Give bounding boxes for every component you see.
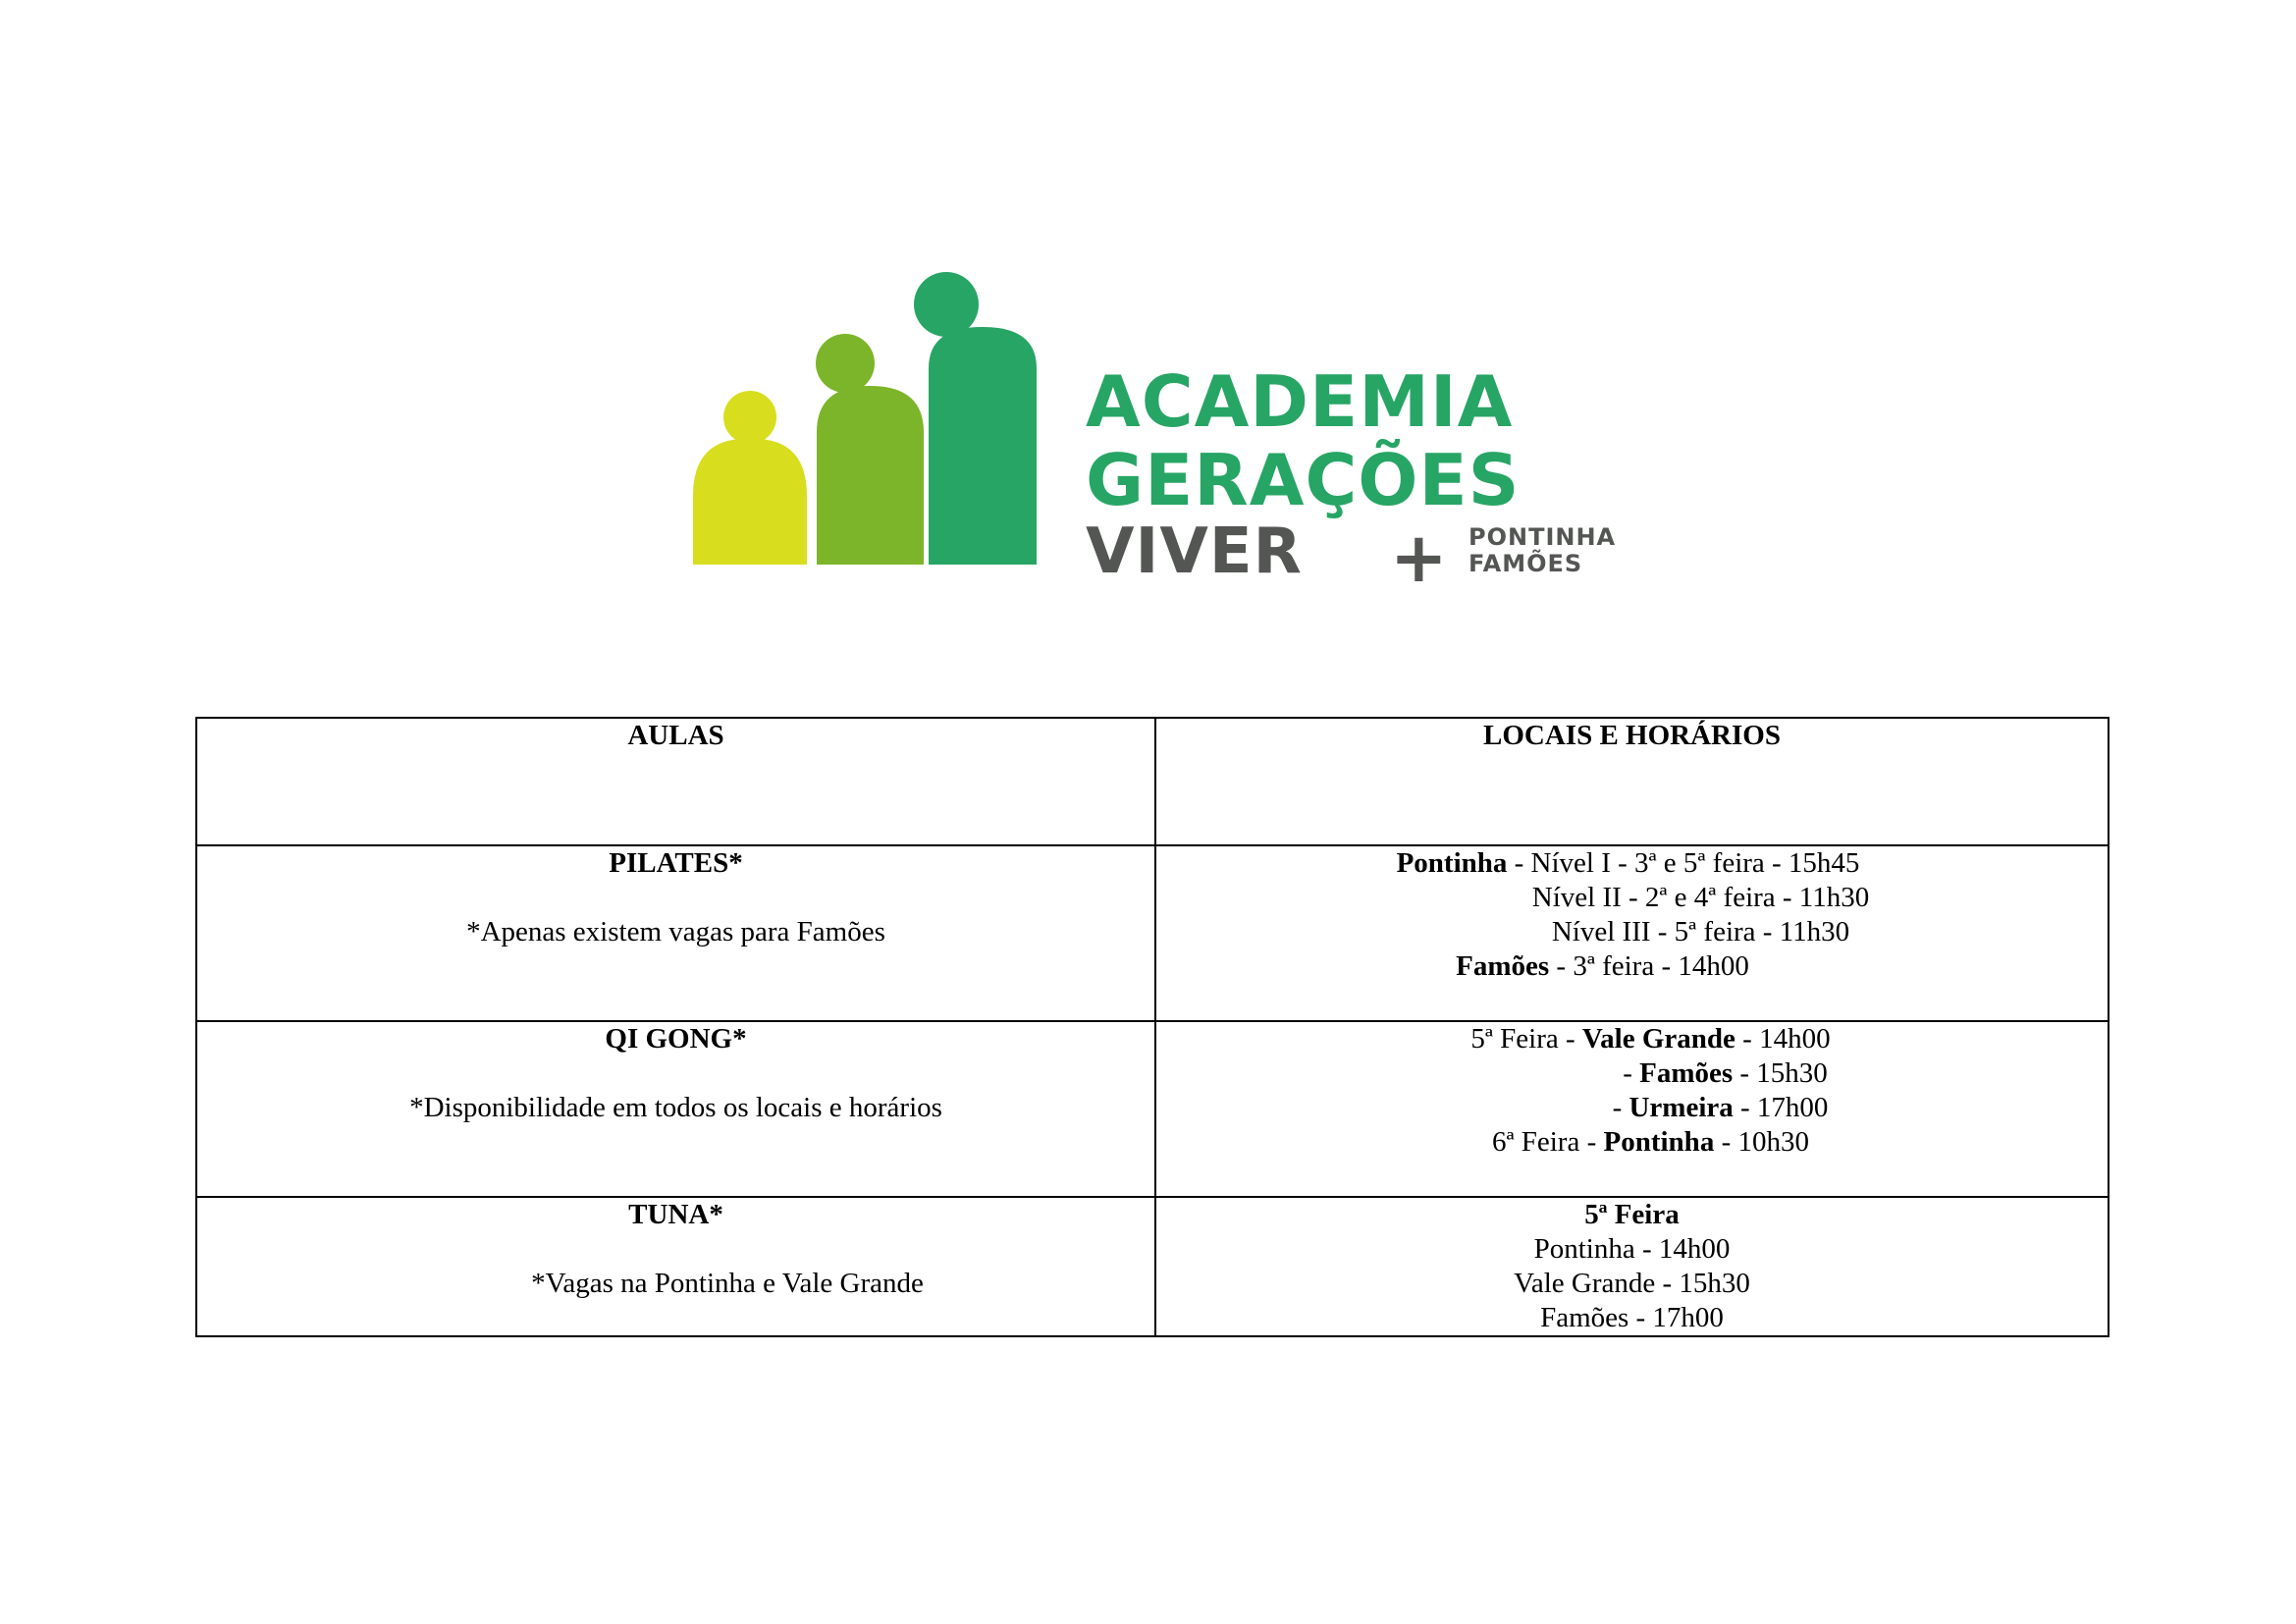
table-row-qi-gong xyxy=(196,1021,2109,1197)
schedule-location: Famões xyxy=(1639,1057,1734,1089)
schedule-line: Pontinha - 14h00 xyxy=(1533,1233,1731,1265)
schedule-time: - Nível I - 3ª e 5ª feira - 15h45 xyxy=(1507,847,1860,879)
schedule-line xyxy=(1294,915,2108,949)
class-name: QI GONG* xyxy=(605,1023,747,1055)
logo-text-academia: ACADEMIA xyxy=(1086,360,1514,443)
three-people-figures-icon xyxy=(673,270,1086,584)
class-note: *Disponibilidade em todos os locais e horários xyxy=(409,1092,942,1123)
schedule-time: - 3ª feira - 14h00 xyxy=(1549,950,1749,982)
class-cell-qi-gong xyxy=(196,1021,1155,1197)
classes-schedule-table xyxy=(195,717,2109,1337)
schedule-line xyxy=(1333,1091,2108,1125)
logo-plus-sign: + xyxy=(1390,517,1448,598)
table-row-tuna xyxy=(196,1197,2109,1336)
schedule-day-title: 5ª Feira xyxy=(1584,1199,1680,1230)
class-cell-tuna xyxy=(196,1197,1155,1336)
schedule-location: Pontinha xyxy=(1396,847,1508,879)
schedule-line xyxy=(1294,881,2108,915)
schedule-day: 5ª Feira - xyxy=(1470,1023,1582,1055)
schedule-day: - xyxy=(1623,1057,1640,1089)
schedule-location: Pontinha xyxy=(1603,1126,1715,1158)
schedule-day: 6ª Feira - xyxy=(1492,1126,1604,1158)
schedule-line xyxy=(1194,1125,2108,1160)
schedule-line xyxy=(1194,1022,2108,1056)
class-name: PILATES* xyxy=(609,847,743,879)
schedule-day: - xyxy=(1612,1092,1629,1123)
class-note: *Vagas na Pontinha e Vale Grande xyxy=(531,1268,924,1299)
schedule-cell-tuna xyxy=(1155,1197,2109,1336)
class-name: TUNA* xyxy=(628,1199,723,1230)
schedule-line xyxy=(1148,846,2108,881)
schedule-line: Famões - 17h00 xyxy=(1540,1302,1724,1333)
schedule-time: Nível II - 2ª e 4ª feira - 11h30 xyxy=(1531,882,1870,913)
schedule-cell-pilates xyxy=(1155,845,2109,1021)
schedule-location: Vale Grande xyxy=(1581,1023,1735,1055)
table-row-pilates xyxy=(196,845,2109,1021)
schedule-line xyxy=(1343,1056,2108,1091)
schedule-time: - 10h30 xyxy=(1714,1126,1809,1158)
academia-geracoes-logo xyxy=(673,270,1635,598)
class-cell-pilates xyxy=(196,845,1155,1021)
schedule-line xyxy=(1097,949,2108,984)
class-note: *Apenas existem vagas para Famões xyxy=(466,916,885,947)
logo-text-viver: VIVER xyxy=(1086,515,1303,588)
schedule-time: Nível III - 5ª feira - 11h30 xyxy=(1551,916,1850,947)
schedule-cell-qi-gong xyxy=(1155,1021,2109,1197)
schedule-line: Vale Grande - 15h30 xyxy=(1514,1268,1750,1299)
schedule-location: Urmeira xyxy=(1629,1092,1734,1123)
schedule-location: Famões xyxy=(1456,950,1550,982)
header-locais-horarios: LOCAIS E HORÁRIOS xyxy=(1155,718,2109,845)
logo-text-geracoes: GERAÇÕES xyxy=(1086,439,1521,521)
header-aulas: AULAS xyxy=(196,718,1155,845)
schedule-time: - 17h00 xyxy=(1733,1092,1829,1123)
logo-text-pontinha: PONTINHA xyxy=(1468,523,1617,551)
table-header-row xyxy=(196,718,2109,845)
logo-text-famoes: FAMÕES xyxy=(1468,550,1583,577)
schedule-time: - 15h30 xyxy=(1733,1057,1828,1089)
schedule-time: - 14h00 xyxy=(1735,1023,1831,1055)
